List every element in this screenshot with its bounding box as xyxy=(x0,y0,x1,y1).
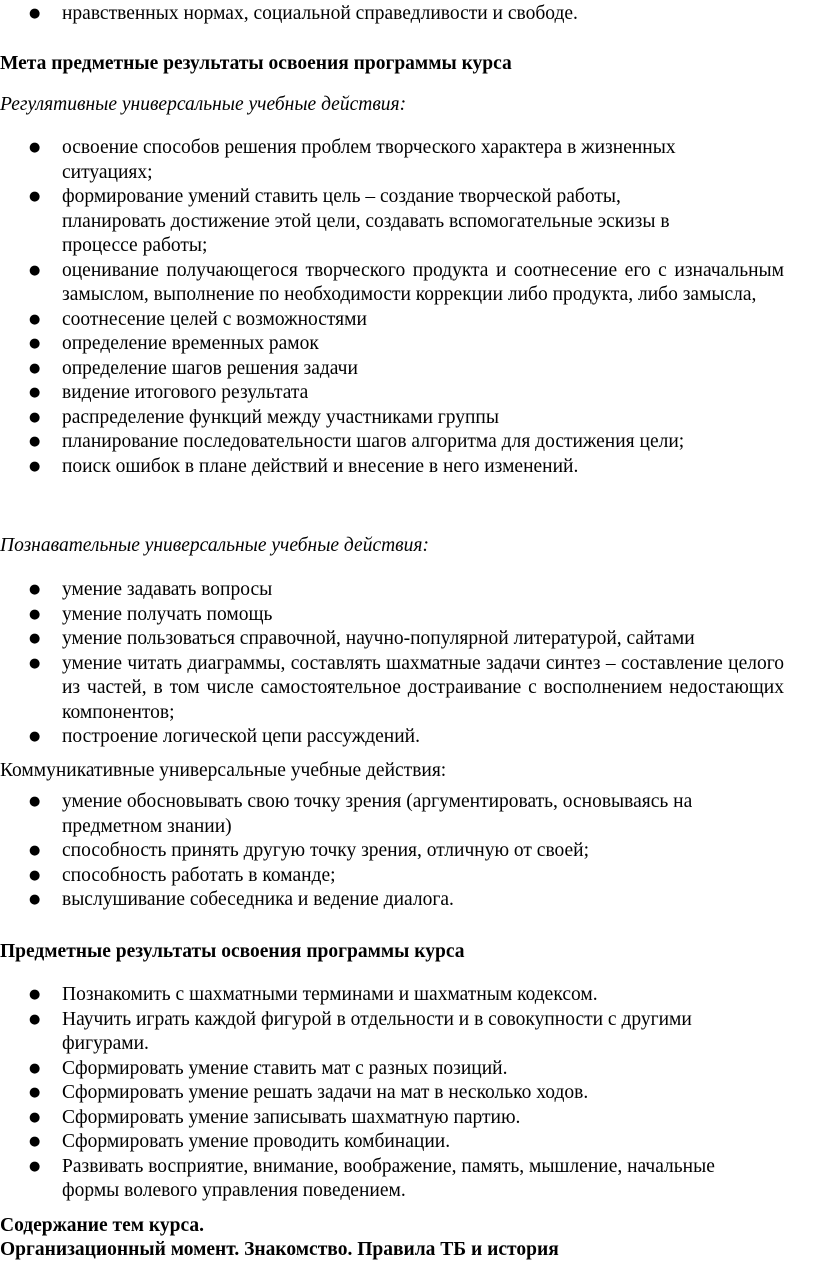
list-item: ● умение задавать вопросы xyxy=(0,578,784,603)
list-item: ● Познакомить с шахматными терминами и шахматным кодексом. xyxy=(0,983,784,1008)
list-item: ● способность принять другую точку зрения, отличную от своей; xyxy=(0,839,784,864)
communicative-title: Коммуникативные универсальные учебные действия: xyxy=(0,760,447,781)
list-item: ● распределение функций между участниками группы xyxy=(0,406,784,431)
meta-results-heading: Мета предметные результаты освоения программы курса xyxy=(0,53,512,74)
subject-results-heading: Предметные результаты освоения программы курса xyxy=(0,941,465,962)
top-bullet-list xyxy=(0,2,784,27)
list-item: ● определение временных рамок xyxy=(0,332,784,357)
list-item: ● Научить играть каждой фигурой в отдельности и в совокупности с другими фигурами. xyxy=(0,1008,784,1057)
list-item: ● соотнесение целей с возможностями xyxy=(0,308,784,333)
list-item: ● выслушивание собеседника и ведение диалога. xyxy=(0,888,784,913)
list-item: ● умение получать помощь xyxy=(0,603,784,628)
list-item: ● Развивать восприятие, внимание, воображение, память, мышление, начальные формы волевого управления поведением. xyxy=(0,1155,784,1204)
list-item: ● поиск ошибок в плане действий и внесение в него изменений. xyxy=(0,455,784,480)
list-item: ● умение читать диаграммы, составлять шахматные задачи синтез – составление целого из частей, в том числе самостоятельное достраивание с восполнением недостающих компонентов; xyxy=(0,652,784,726)
list-item: ● Сформировать умение ставить мат с разных позиций. xyxy=(0,1057,784,1082)
list-item: ● определение шагов решения задачи xyxy=(0,357,784,382)
list-item: ● формирование умений ставить цель – создание творческой работы, планировать достижение этой цели, создавать вспомогательные эскизы в процессе работы; xyxy=(0,185,784,259)
list-item: ● оценивание получающегося творческого продукта и соотнесение его с изначальным замыслом, выполнение по необходимости коррекции либо продукта, либо замысла, xyxy=(0,259,784,308)
list-item: ● способность работать в команде; xyxy=(0,864,784,889)
list-item: ● умение обосновывать свою точку зрения (аргументировать, основываясь на предметном знании) xyxy=(0,790,784,839)
regulative-list xyxy=(0,136,784,479)
organizational-heading: Организационный момент. Знакомство. Правила ТБ и история xyxy=(0,1239,559,1260)
subject-results-list xyxy=(0,983,784,1204)
regulative-title: Регулятивные универсальные учебные действия: xyxy=(0,94,407,115)
list-item: ● умение пользоваться справочной, научно-популярной литературой, сайтами xyxy=(0,627,784,652)
list-item: ● Сформировать умение записывать шахматную партию. xyxy=(0,1106,784,1131)
list-item: ● планирование последовательности шагов алгоритма для достижения цели; xyxy=(0,430,784,455)
list-item: ● Сформировать умение проводить комбинации. xyxy=(0,1130,784,1155)
communicative-list xyxy=(0,790,784,913)
cognitive-list xyxy=(0,578,784,750)
list-item: ● Сформировать умение решать задачи на мат в несколько ходов. xyxy=(0,1081,784,1106)
course-content-heading: Содержание тем курса. xyxy=(0,1215,204,1236)
cognitive-title: Познавательные универсальные учебные действия: xyxy=(0,535,429,556)
list-item: ● нравственных нормах, социальной справедливости и свободе. xyxy=(0,2,784,27)
list-item: ● построение логической цепи рассуждений. xyxy=(0,725,784,750)
list-item: ● видение итогового результата xyxy=(0,381,784,406)
list-item: ● освоение способов решения проблем творческого характера в жизненных ситуациях; xyxy=(0,136,784,185)
